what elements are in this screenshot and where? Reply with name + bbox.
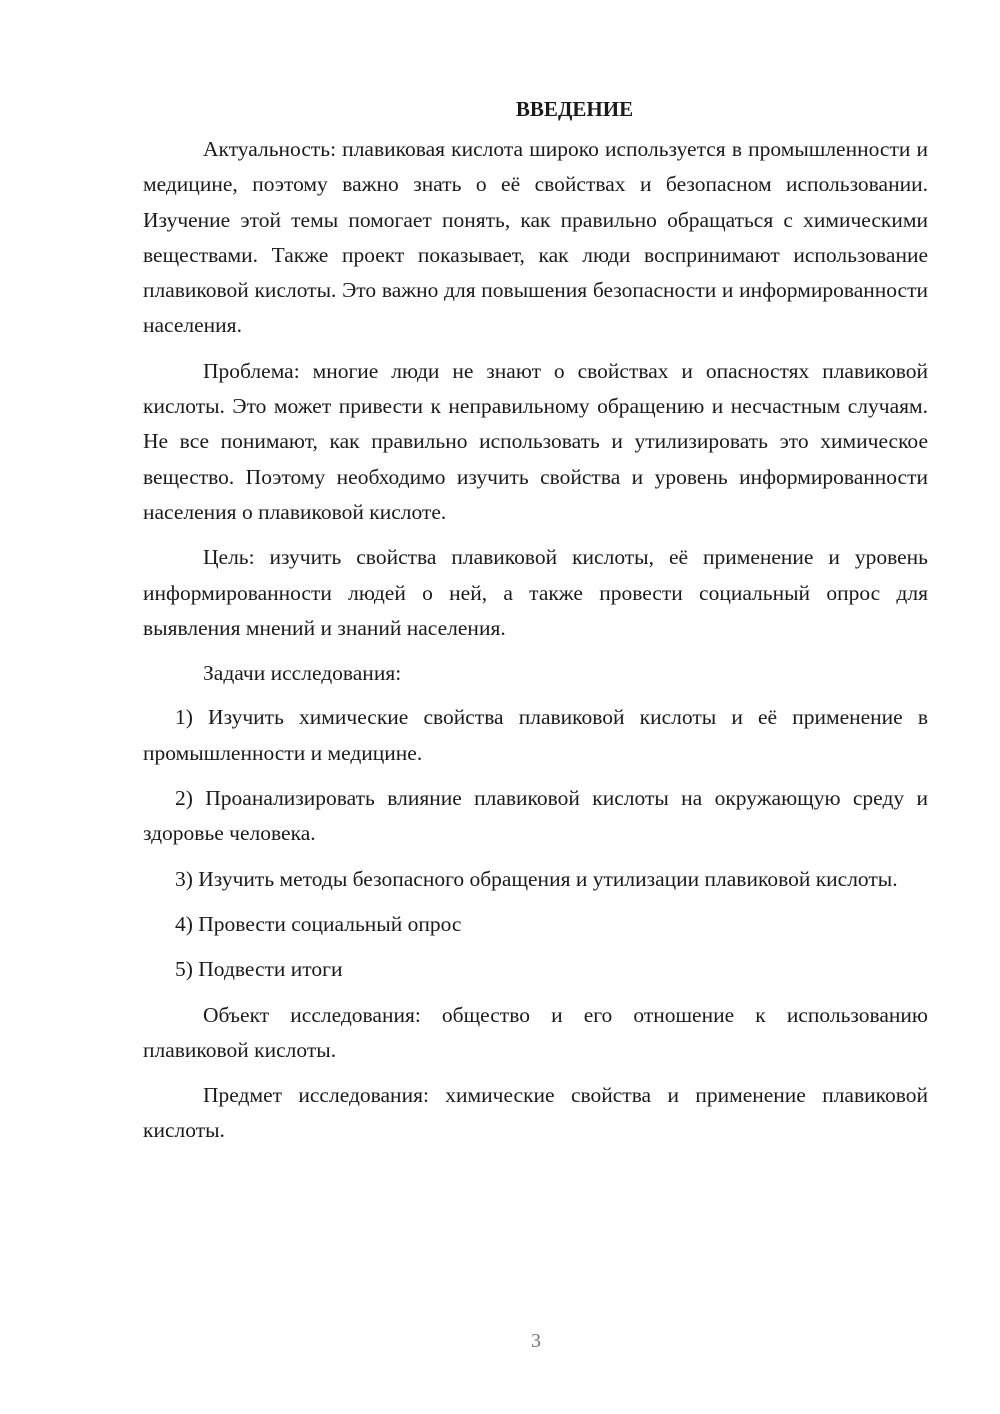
page-number: 3 [531, 1330, 541, 1352]
paragraph-subject: Предмет исследования: химические свойства и применение плавиковой кислоты. [143, 1083, 928, 1143]
list-item: 1) Изучить химические свойства плавиковой кислоты и её применение в промышленности и медицине. [143, 705, 928, 765]
paragraph-goal: Цель: изучить свойства плавиковой кислоты, её применение и уровень информированности людей о ней, а также провести социальный опрос для выявления мнений и знаний населения. [143, 545, 928, 640]
paragraph-relevance: Актуальность: плавиковая кислота широко используется в промышленности и медицине, поэтому важно знать о её свойствах и безопасном использовании. Изучение этой темы помогает понять, как правильно обращаться с химическими веществами. Также проект показывает, как люди воспринимают использование плавиковой кислоты. Это важно для повышения безопасности и информированности населения. [143, 137, 928, 338]
document-page [143, 92, 928, 1159]
tasks-heading: Задачи исследования: [203, 661, 402, 686]
paragraph-problem: Проблема: многие люди не знают о свойствах и опасностях плавиковой кислоты. Это может привести к неправильному обращению и несчастным случаям. Не все понимают, как правильно использовать и утилизировать это химическое вещество. Поэтому необходимо изучить свойства и уровень информированности населения о плавиковой кислоте. [143, 358, 928, 524]
paragraph-object: Объект исследования: общество и его отношение к использованию плавиковой кислоты. [143, 1002, 928, 1062]
list-item: 5) Подвести итоги [175, 957, 343, 982]
list-item: 2) Проанализировать влияние плавиковой кислоты на окружающую среду и здоровье человека. [143, 786, 928, 846]
list-item: 3) Изучить методы безопасного обращения и утилизации плавиковой кислоты. [175, 866, 898, 891]
section-heading: ВВЕДЕНИЕ [515, 97, 634, 121]
tasks-list [143, 700, 928, 987]
list-item: 4) Провести социальный опрос [175, 911, 462, 936]
